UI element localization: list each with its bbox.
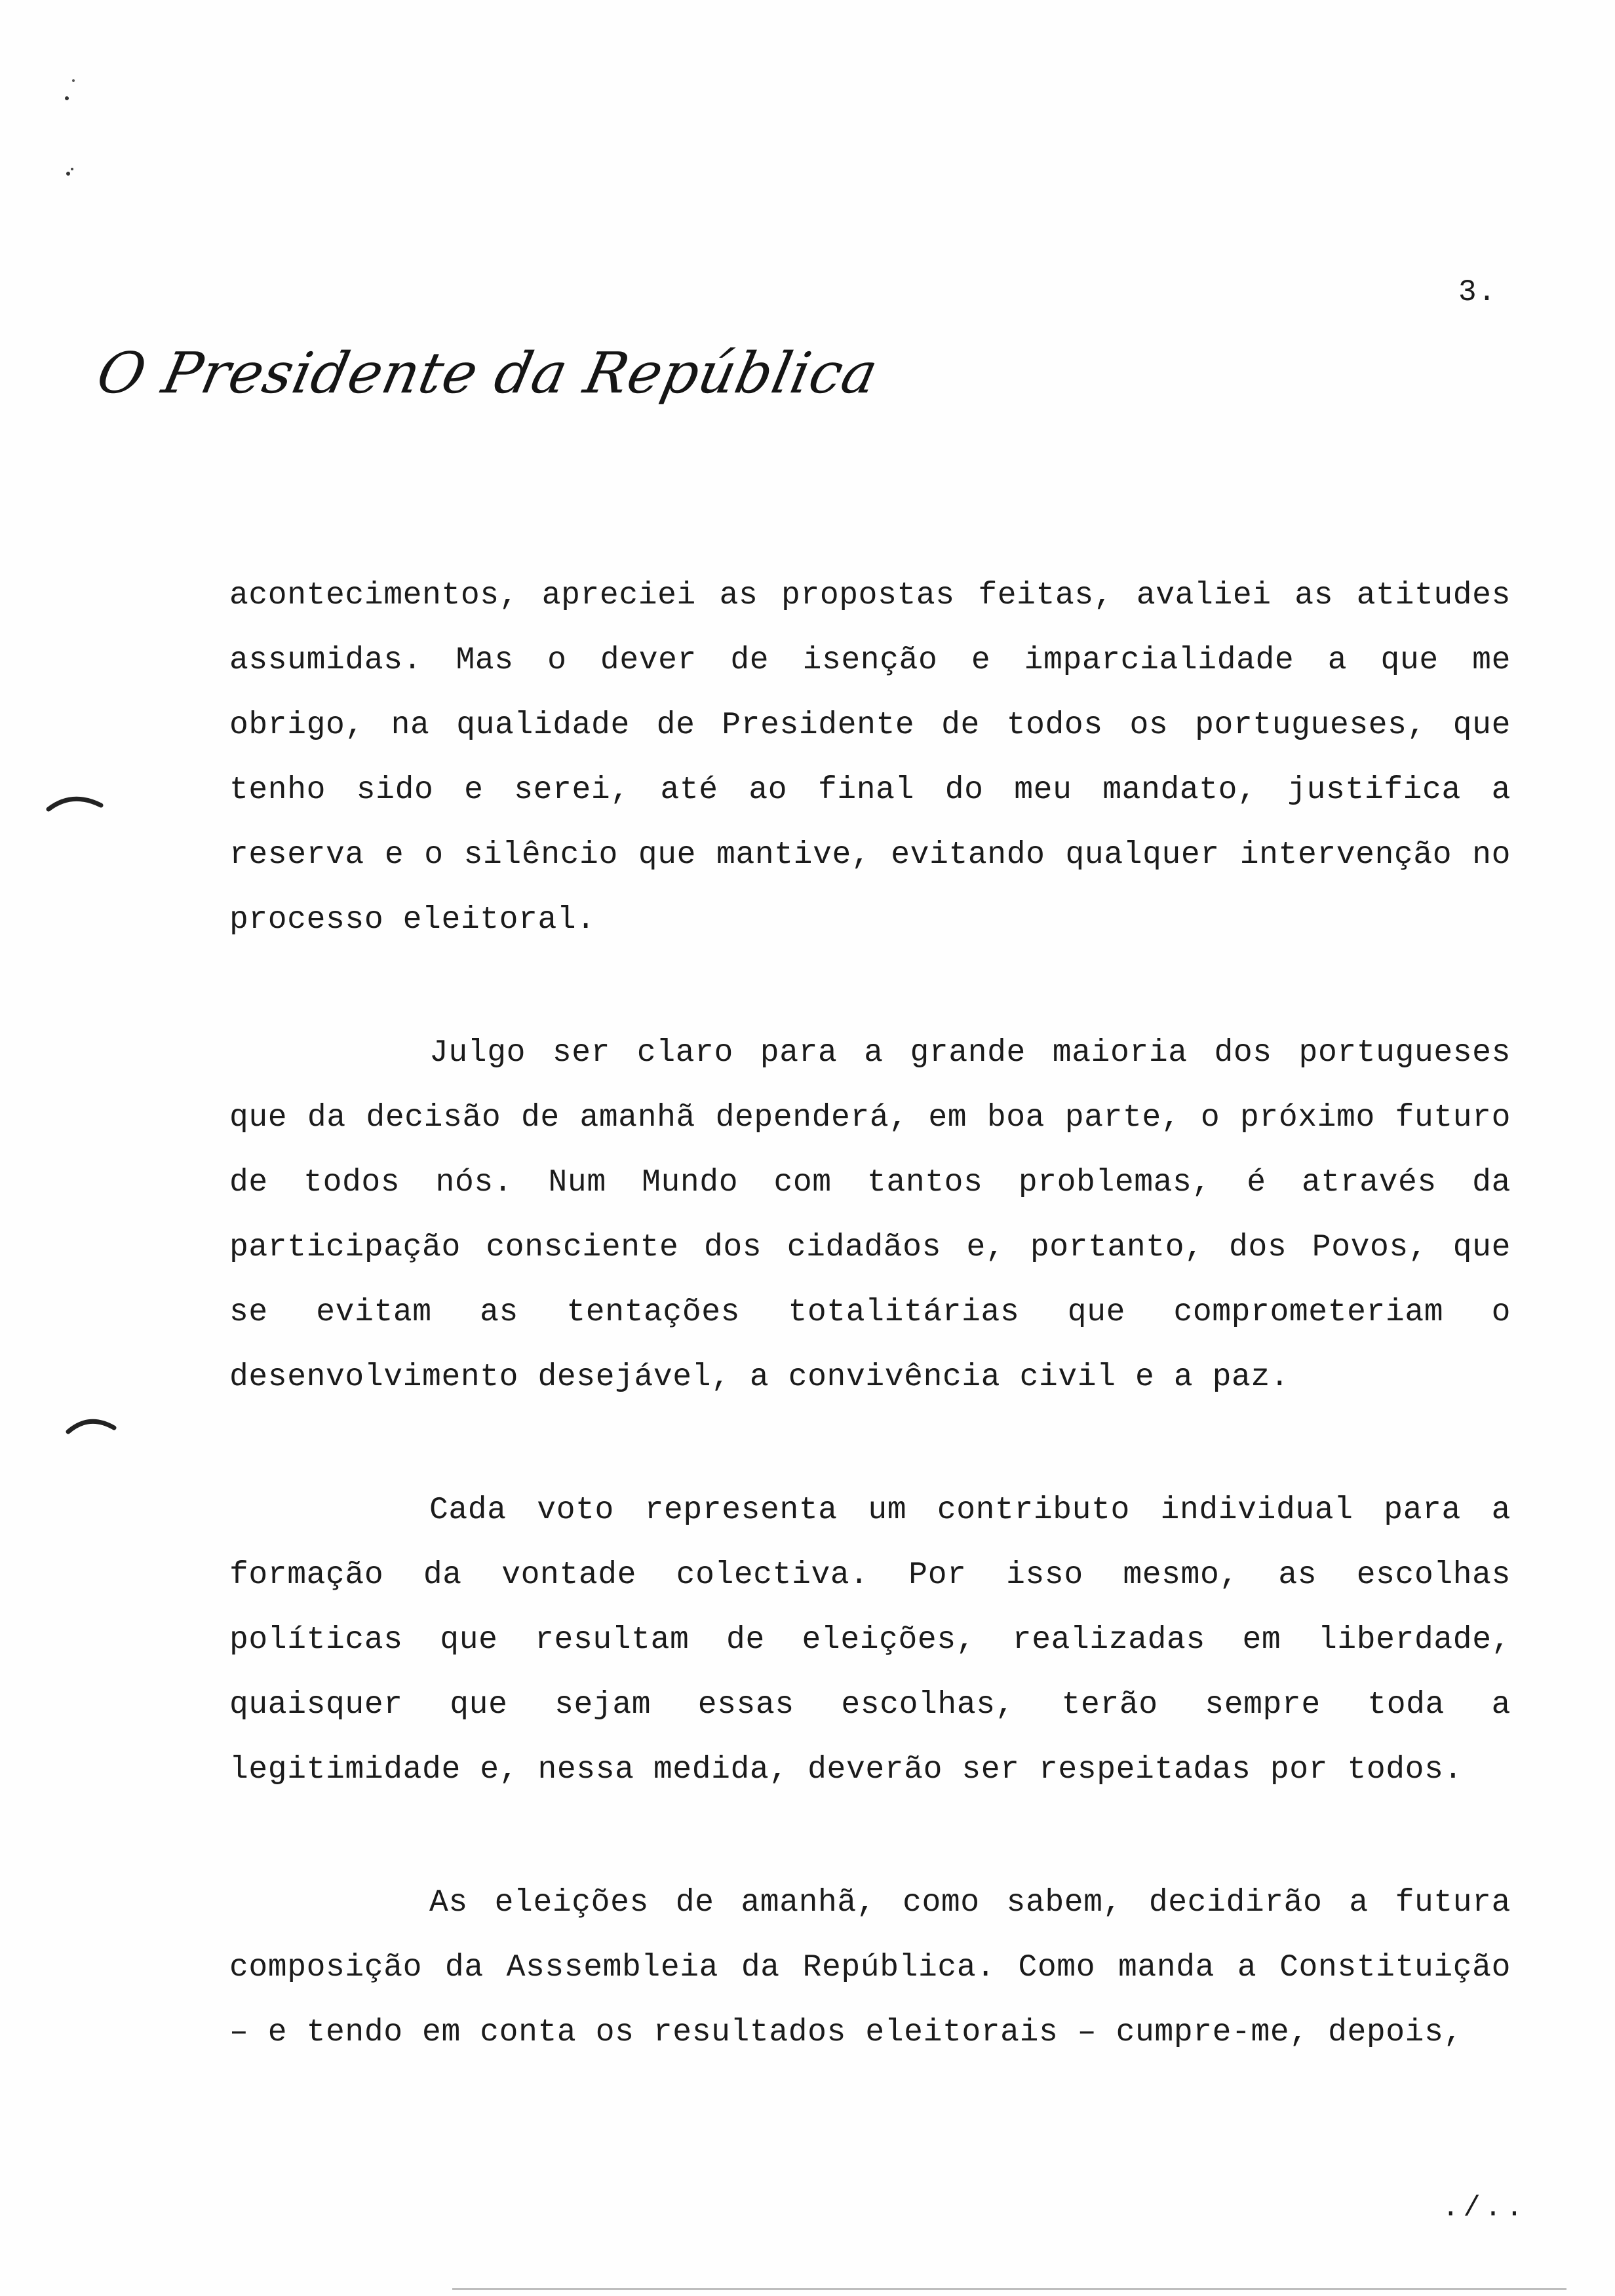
scan-speck-mark [59, 75, 85, 187]
scan-edge-line [452, 2288, 1566, 2290]
page-number: 3. [1458, 275, 1498, 309]
letterhead-title: O Presidente da República [91, 341, 884, 406]
paragraph: Cada voto representa um contributo individual para a formação da vontade colectiva. Por isso mesmo, as escolhas políticas que resultam de eleições, realizadas em liberdade, quaisquer que sejam essas escolhas, terão sempre toda a legitimidade e, nessa medida, deverão ser respeitadas por todos. [229, 1493, 1511, 1788]
hole-punch-shadow [66, 1412, 118, 1438]
paragraph: As eleições de amanhã, como sabem, decidirão a futura composição da Asssembleia da República. Como manda a Constituição – e tendo em conta os resultados eleitorais – cumpre-me, depois, [229, 1885, 1511, 2050]
paragraph: Julgo ser claro para a grande maioria dos portugueses que da decisão de amanhã dependerá, em boa parte, o próximo futuro de todos nós. Num Mundo com tantos problemas, é através da participação consciente dos cidadãos e, portanto, dos Povos, que se evitam as tentações totalitárias que comprometeriam o desenvolvimento desejável, a convivência civil e a paz. [229, 1035, 1511, 1395]
letter-body [229, 564, 1511, 2065]
continuation-mark: ./.. [1442, 2192, 1527, 2225]
hole-punch-shadow [46, 790, 105, 816]
paragraph: acontecimentos, apreciei as propostas feitas, avaliei as atitudes assumidas. Mas o dever de isenção e imparcialidade a que me obrigo, na qualidade de Presidente de todos os portugueses, que tenho sido e serei, até ao final do meu mandato, justifica a reserva e o silêncio que mantive, evitando qualquer intervenção no processo eleitoral. [229, 578, 1511, 938]
